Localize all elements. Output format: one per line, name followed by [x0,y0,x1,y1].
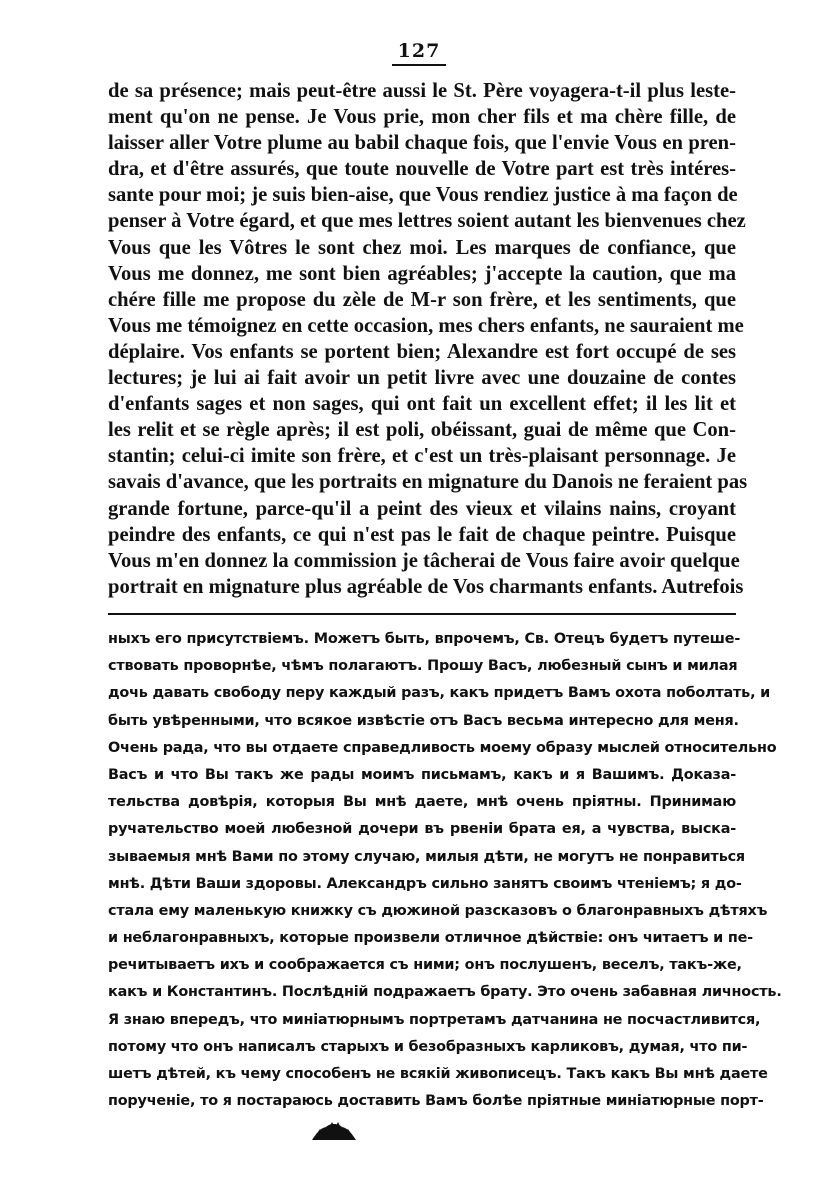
russian-line: шетъ дѣтей, къ чему способенъ не всякій живописецъ. Такъ какъ Вы мнѣ даете [108,1066,768,1082]
french-line: de sa présence; mais peut-être aussi le St. Père voyagera-t-il plus leste- [108,80,736,102]
french-line: les relit et se règle après; il est poli, obéissant, guai de même que Con- [108,419,736,442]
french-line: savais d'avance, que les portraits en mignature du Danois ne feraient pas [108,471,748,494]
french-line: laisser aller Votre plume au babil chaque fois, que l'envie Vous en pren- [108,132,736,155]
russian-line: Очень рада, что вы отдаете справедливость моему образу мыслей относительно [108,739,777,756]
french-line: penser à Votre égard, et que mes lettres soient autant les bienvenues chez [108,210,746,233]
russian-line: зываемыя мнѣ Вами по этому случаю, милыя дѣти, не могутъ не понравиться [108,848,745,865]
french-line: Vous m'en donnez la commission je tâcherai de Vous faire avoir quelque [108,549,740,572]
russian-line: ручательство моей любезной дочери въ рвеніи брата ея, а чувства, выска- [108,821,736,838]
russian-line: ныхъ его присутствіемъ. Можетъ быть, впрочемъ, Св. Отецъ будетъ путеше- [108,631,741,647]
russian-line: Васъ и что Вы такъ же рады моимъ письмамъ, какъ и я Вашимъ. Доказа- [108,766,736,783]
french-line: peindre des enfants, ce qui n'est pas le fait de chaque peintre. Puisque [108,523,736,546]
russian-line: стала ему маленькую книжку съ дюжиной разсказовъ о благонравныхъ дѣтяхъ [108,902,768,919]
french-line: sante pour moi; je suis bien-aise, que Vous rendiez justice à ma façon de [108,184,738,207]
russian-translation-block [108,626,782,1115]
page-number: 127 [392,40,447,66]
russian-line: тельства довѣрія, которыя Вы мнѣ даете, мнѣ очень пріятны. Принимаю [108,794,736,811]
french-line: lectures; je lui ai fait avoir un petit livre avec une douzaine de contes [108,367,736,390]
russian-line: Я знаю впередъ, что миніатюрнымъ портретамъ датчанина не посчастливится, [108,1011,761,1028]
french-line: Vous me donnez, me sont bien agréables; j'accepte la caution, que ma [108,262,736,285]
russian-line: дочь давать свободу перу каждый разъ, какъ придетъ Вамъ охота поболтать, и [108,685,771,702]
page-header [0,40,838,66]
french-line: Vous que les Vôtres le sont chez moi. Les marques de confiance, que [108,236,736,259]
french-line: Vous me témoignez en cette occasion, mes chers enfants, ne sauraient me [108,314,744,337]
russian-line: какъ и Константинъ. Послѣдній подражаетъ брату. Это очень забавная личность. [108,984,782,1001]
russian-line: и неблагонравныхъ, которые произвели отличное дѣйствіе: онъ читаетъ и пе- [108,930,753,947]
russian-line: ствовать проворнѣе, чѣмъ полагаютъ. Прошу Васъ, любезный сынъ и милая [108,658,738,675]
printers-ornament-icon [310,1120,358,1142]
russian-line: речитываетъ ихъ и соображается съ ними; онъ послушенъ, веселъ, такъ-же, [108,957,742,974]
russian-line: потому что онъ написалъ старыхъ и безобразныхъ карликовъ, думая, что пи- [108,1038,748,1055]
french-text-block [108,78,748,600]
french-line: dra, et d'être assurés, que toute nouvelle de Votre part est très intéres- [108,158,736,181]
french-line: portrait en mignature plus agréable de Vos charmants enfants. Autrefois [108,575,744,598]
french-line: stantin; celui-ci imite son frère, et c'est un très-plaisant personnage. Je [108,445,736,468]
french-line: chére fille me propose du zèle de M-r son frère, et les sentiments, que [108,288,736,311]
russian-line: быть увѣренными, что всякое извѣстіе отъ Васъ весьма интересно для меня. [108,712,739,729]
french-line: ment qu'on ne pense. Je Vous prie, mon cher fils et ma chère fille, de [108,106,736,129]
russian-line: порученіе, то я постараюсь доставить Вамъ болѣе пріятные миніатюрные порт- [108,1093,764,1110]
french-line: grande fortune, parce-qu'il a peint des vieux et vilains nains, croyant [108,497,736,520]
section-divider [108,613,736,615]
french-line: d'enfants sages et non sages, qui ont fait un excellent effet; il les lit et [108,393,736,416]
french-line: déplaire. Vos enfants se portent bien; Alexandre est fort occupé de ses [108,340,736,363]
russian-line: мнѣ. Дѣти Ваши здоровы. Александръ сильно занятъ своимъ чтеніемъ; я до- [108,875,742,892]
